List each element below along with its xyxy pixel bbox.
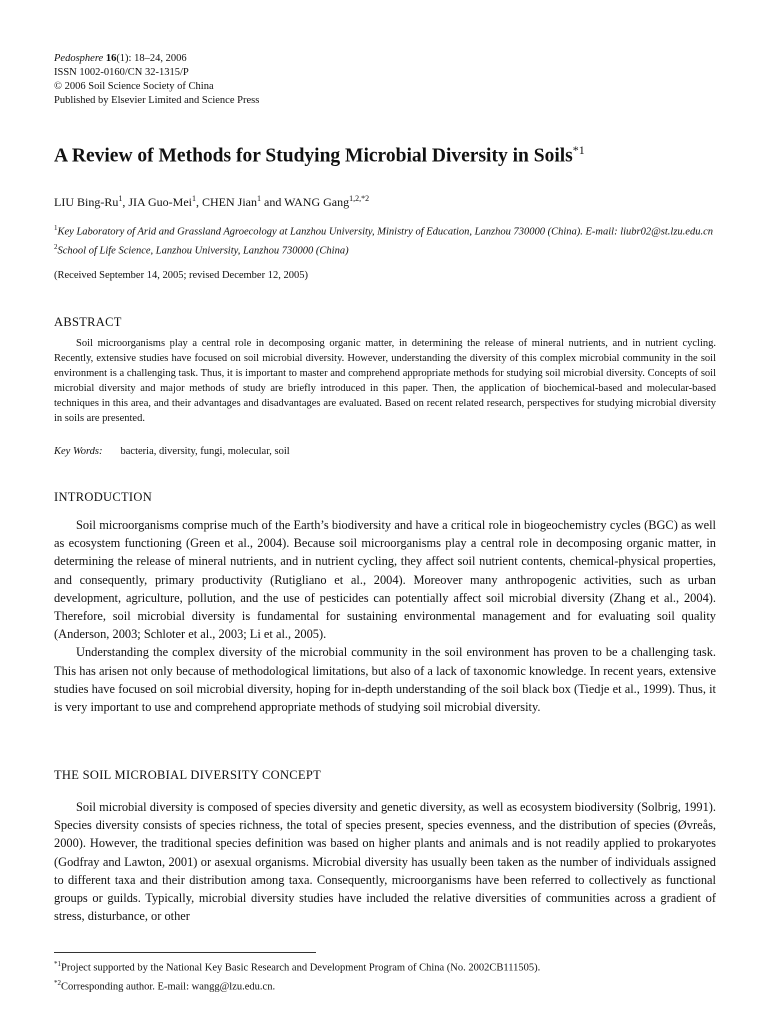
journal-name: Pedosphere — [54, 53, 104, 64]
affiliation-mark: 1 — [54, 224, 58, 232]
author-name: WANG Gang — [284, 195, 350, 209]
footnote-mark: *2 — [54, 978, 61, 987]
journal-issue-pages: (1): 18–24, 2006 — [116, 53, 187, 64]
author-list: LIU Bing-Ru$^1$, JIA Guo-Mei$^1$, CHEN Jian$^1$ and WANG Gang$^{1,2,*2}$ — [54, 194, 370, 209]
author-name: JIA Guo-Mei — [128, 195, 193, 209]
introduction-heading: INTRODUCTION — [54, 490, 153, 504]
publisher-line: Published by Elsevier Limited and Science Press — [54, 95, 260, 106]
author-name: CHEN Jian — [202, 195, 258, 209]
concept-heading: THE SOIL MICROBIAL DIVERSITY CONCEPT — [54, 768, 322, 782]
paragraph: Soil microorganisms comprise much of the Earth’s biodiversity and have a critical role in biogeochemistry cycles (BGC) as well as ecosystem functioning (Green et al., 2004). Because soil microorganisms play a central role in decomposing organic matter, in determining the release of mineral nutrients, and in nutrient cycling, they affect soil nutrient contents, chemical-physical properties, and consequently, primary productivity (Rutigliano et al., 2004). Moreover many anthropogenic activities, such as urban development, agriculture, pollution, and the use of pesticides can potentially affect soil microbial diversity (Zhang et al., 2004). Therefore, soil microbial diversity is fundamental for sustaining environmental management and for evaluating soil quality (Anderson, 2003; Schloter et al., 2003; Li et al., 2005). — [54, 518, 716, 642]
author-affil-mark: 1,2,*2 — [349, 194, 370, 203]
keywords-value: bacteria, diversity, fungi, molecular, soil — [120, 446, 290, 457]
paper-title-text: A Review of Methods for Studying Microbial Diversity in Soils — [54, 145, 573, 167]
affiliation-mark: 2 — [54, 242, 58, 251]
title-footnote-mark: *1 — [572, 143, 585, 157]
abstract-body: Soil microorganisms play a central role in decomposing organic matter, in determining the release of mineral nutrients, and in nutrient cycling. Recently, extensive studies have focused on soil microbial diversity. However, understanding the diversity of this complex microbial community in the soil environment is a challenging task. Thus, it is important to master and comprehend appropriate methods for studying soil microbial diversity. Concepts of soil microbial diversity and major methods of study are briefly introduced in this paper. Then, the application of biochemical-based and molecular-based techniques in this area, and their advantages and disadvantages are evaluated. Based on recent related research, perspectives for studying microbial diversity in soils are presented. — [54, 338, 716, 424]
keywords — [54, 446, 290, 457]
issn-line: ISSN 1002-0160/CN 32-1315/P — [54, 67, 189, 78]
affiliation-1 — [54, 221, 716, 240]
footnotes — [54, 957, 540, 994]
footnote-mark: *1 — [54, 960, 61, 968]
copyright-line: © 2006 Soil Science Society of China — [54, 81, 214, 92]
footnote-2 — [54, 976, 540, 995]
footnote-text: Corresponding author. E-mail: wangg@lzu.edu.cn. — [61, 981, 276, 992]
author-affil-mark: 1 — [257, 194, 262, 203]
abstract-heading: ABSTRACT — [54, 315, 122, 329]
author-affil-mark: 1 — [192, 194, 197, 203]
citation-line — [54, 52, 259, 66]
journal-meta — [54, 52, 259, 108]
paragraph: Understanding the complex diversity of the microbial community in the soil environment has proven to be a challenging task. This has arisen not only because of methodological limitations, but also of a lack of taxonomic knowledge. In recent years, extensive studies have focused on soil microbial diversity, hoping for in-depth understanding of the soil black box (Tiedje et al., 1999). Thus, it is very important to use and comprehend appropriate methods of studying soil microbial diversity. — [54, 645, 716, 715]
affiliation-2 — [54, 240, 716, 259]
paragraph: Soil microbial diversity is composed of species diversity and genetic diversity, as well as ecosystem biodiversity (Solbrig, 1991). Species diversity consists of species richness, the total of species present, species evenness, and the distribution of species (Øvreås, 2000). However, the traditional species definition was based on higher plants and animals and is not readily applied to prokaryotes (Godfray and Lawton, 2001) or asexual organisms. Microbial diversity has usually been taken as the number of individuals assigned to different taxa and their distribution among taxa. Consequently, microorganisms have been referred to collectively as functional groups or guilds. Typically, microbial diversity studies have included the relative diversities of communities across a gradient of stress, disturbance, or other — [54, 800, 716, 924]
affiliations — [54, 221, 716, 258]
paper-title — [54, 143, 734, 168]
footnote-1 — [54, 957, 540, 976]
journal-volume: 16 — [105, 53, 117, 64]
affiliation-text: Key Laboratory of Arid and Grassland Agroecology at Lanzhou University, Ministry of Education, Lanzhou 730000 (China). E-mail: liubr02@st.lzu.edu.cn — [57, 226, 713, 238]
introduction-body — [54, 516, 716, 716]
footnote-text: Project supported by the National Key Basic Research and Development Program of China (No. 2002CB111505). — [61, 962, 541, 974]
author-name: LIU Bing-Ru — [54, 195, 119, 209]
footnote-divider — [54, 952, 316, 953]
author-affil-mark: 1 — [118, 194, 123, 203]
keywords-label: Key Words: — [54, 446, 103, 457]
affiliation-text: School of Life Science, Lanzhou University, Lanzhou 730000 (China) — [57, 245, 349, 256]
received-dates: (Received September 14, 2005; revised December 12, 2005) — [54, 270, 308, 281]
